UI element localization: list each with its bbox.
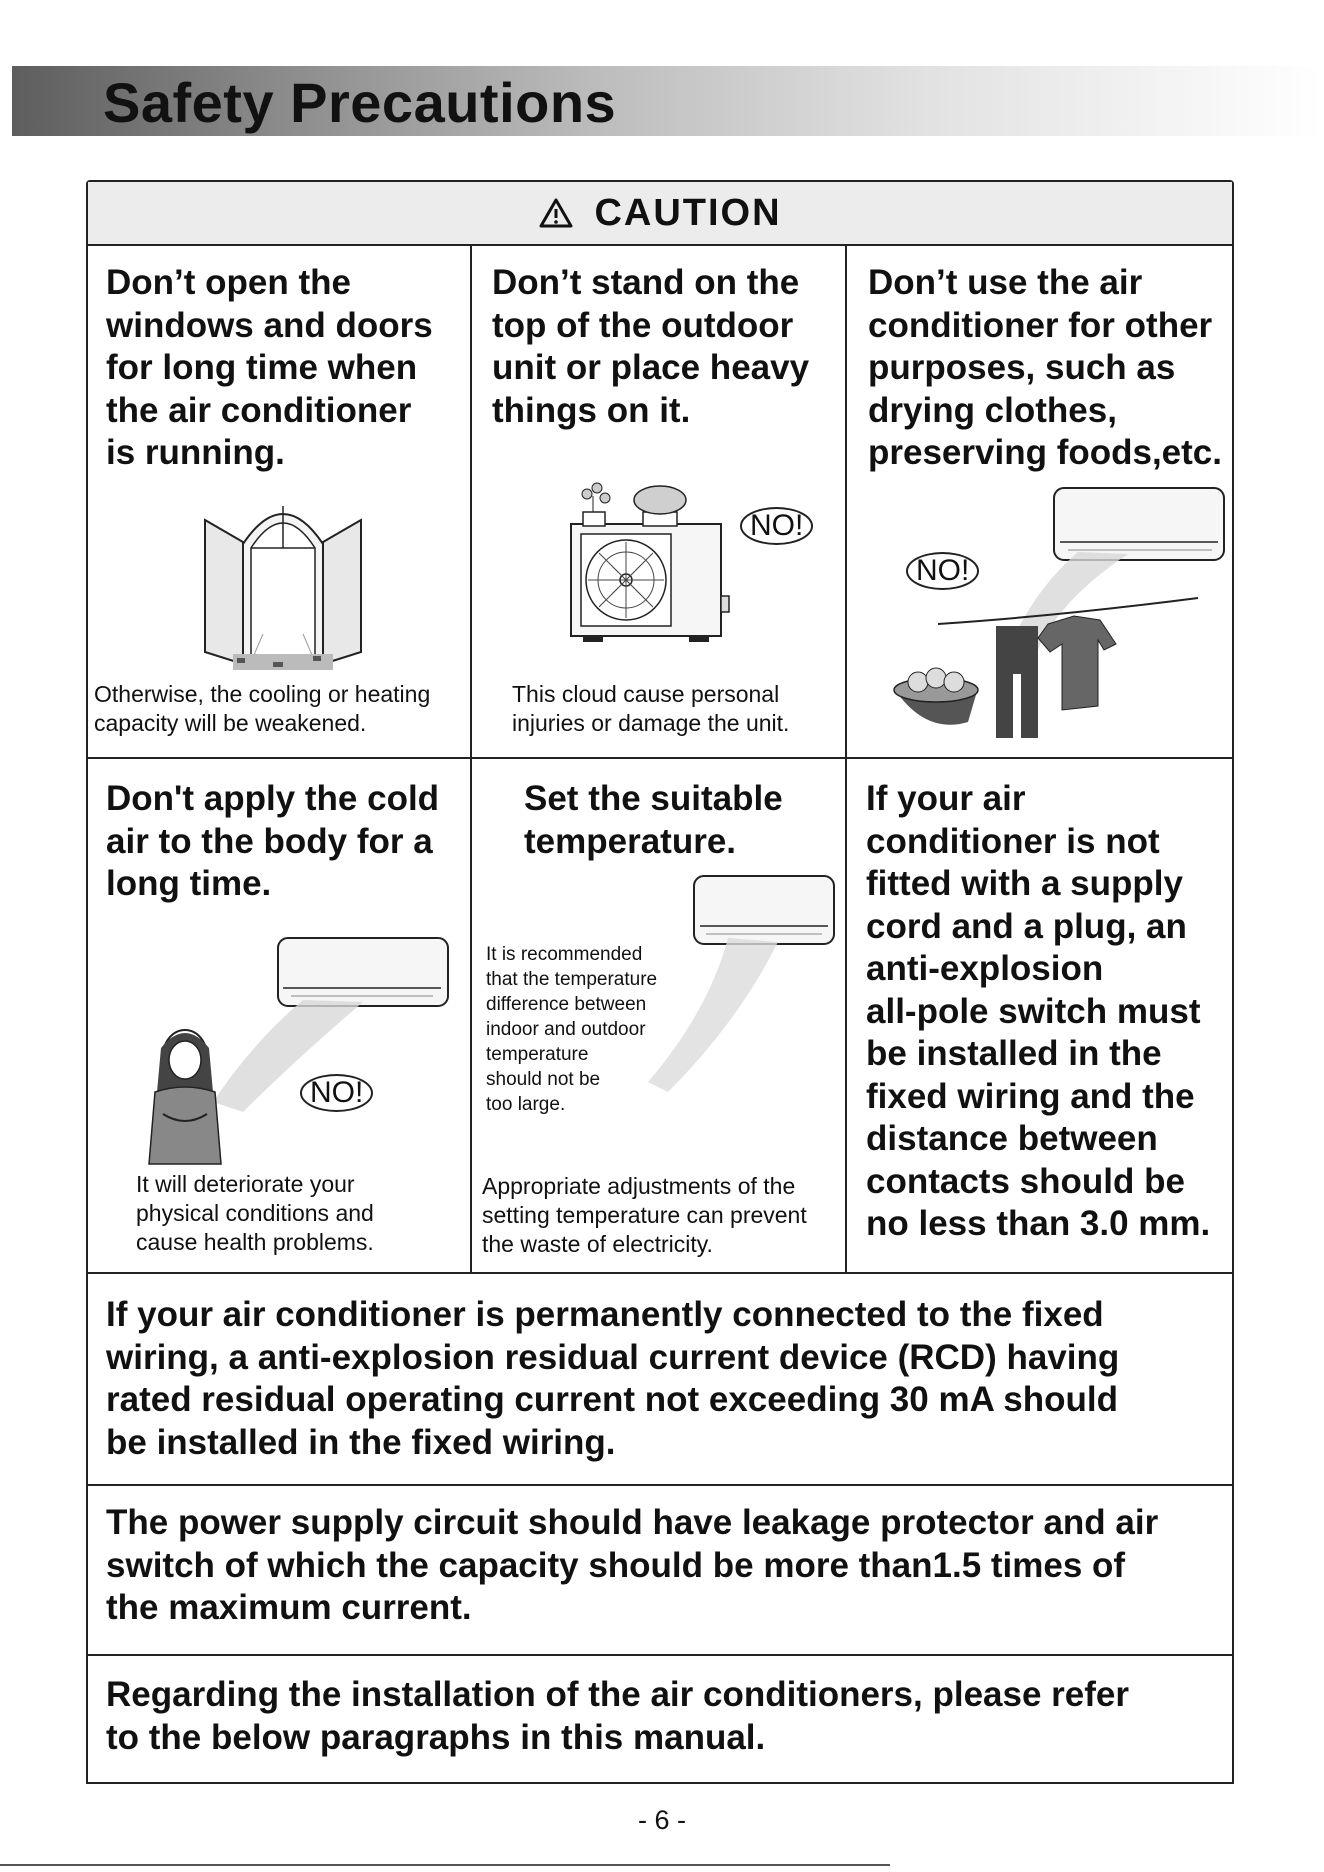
no-label: NO!: [740, 507, 813, 545]
divider: [845, 244, 847, 1274]
caution-temperature-recommendation: It is recommended that the temperature difference between indoor and outdoor temperature should not be too large.: [486, 944, 658, 1115]
no-label: NO!: [906, 552, 979, 590]
caution-rcd-text: If your air conditioner is permanently connected to the fixed wiring, a anti-explosion residual current device (RCD) having rated residual operating current not exceeding 30 mA should be installed in the fixed wiring.: [106, 1295, 1120, 1462]
caution-label: CAUTION: [594, 191, 782, 234]
divider: [470, 244, 472, 1274]
caution-installation-text: Regarding the installation of the air conditioners, please refer to the below paragraphs in this manual.: [106, 1675, 1129, 1757]
caution-header: [88, 182, 1232, 246]
caution-power-supply-text: The power supply circuit should have leakage protector and air switch of which the capacity should be more than1.5 times of the maximum current.: [106, 1503, 1159, 1627]
caution-temperature-note: Appropriate adjustments of the setting temperature can prevent the waste of electricity.: [482, 1173, 807, 1257]
caution-cold-air-heading: Don't apply the cold air to the body for a long time.: [106, 779, 440, 903]
caution-outdoor-unit-note: This cloud cause personal injuries or damage the unit.: [512, 681, 790, 736]
caution-other-purposes-heading: Don’t use the air conditioner for other purposes, such as drying clothes, preserving foods,etc.: [868, 263, 1222, 472]
caution-temperature-heading: Set the suitable temperature.: [524, 779, 783, 861]
drying-clothes-illustration: [878, 484, 1228, 754]
caution-box: [86, 180, 1234, 1784]
bottom-rule: [0, 1864, 890, 1866]
page-number: - 6 -: [637, 1805, 686, 1835]
person-cold-illustration: [133, 932, 463, 1182]
caution-windows-heading: Don’t open the windows and doors for long time when the air conditioner is running.: [106, 263, 433, 472]
page-title: Safety Precautions: [103, 71, 617, 134]
divider: [88, 1654, 1232, 1656]
open-window-illustration: [203, 484, 363, 674]
outdoor-unit-illustration: [563, 476, 743, 646]
caution-cold-air-note: It will deteriorate your physical conditions and cause health problems.: [136, 1171, 374, 1255]
caution-windows-note: Otherwise, the cooling or heating capacity will be weakened.: [94, 681, 431, 736]
caution-outdoor-unit-heading: Don’t stand on the top of the outdoor unit or place heavy things on it.: [492, 263, 810, 430]
no-label: NO!: [300, 1074, 373, 1112]
warning-triangle-icon: [538, 197, 574, 229]
divider: [88, 1484, 1232, 1486]
divider: [88, 757, 1232, 759]
caution-supply-cord-heading: If your air conditioner is not fitted with a supply cord and a plug, an anti-explosion all-pole switch must be installed in the fixed wiring and the distance between contacts should be no less than 3.0 mm.: [866, 779, 1211, 1243]
divider: [88, 1272, 1232, 1274]
